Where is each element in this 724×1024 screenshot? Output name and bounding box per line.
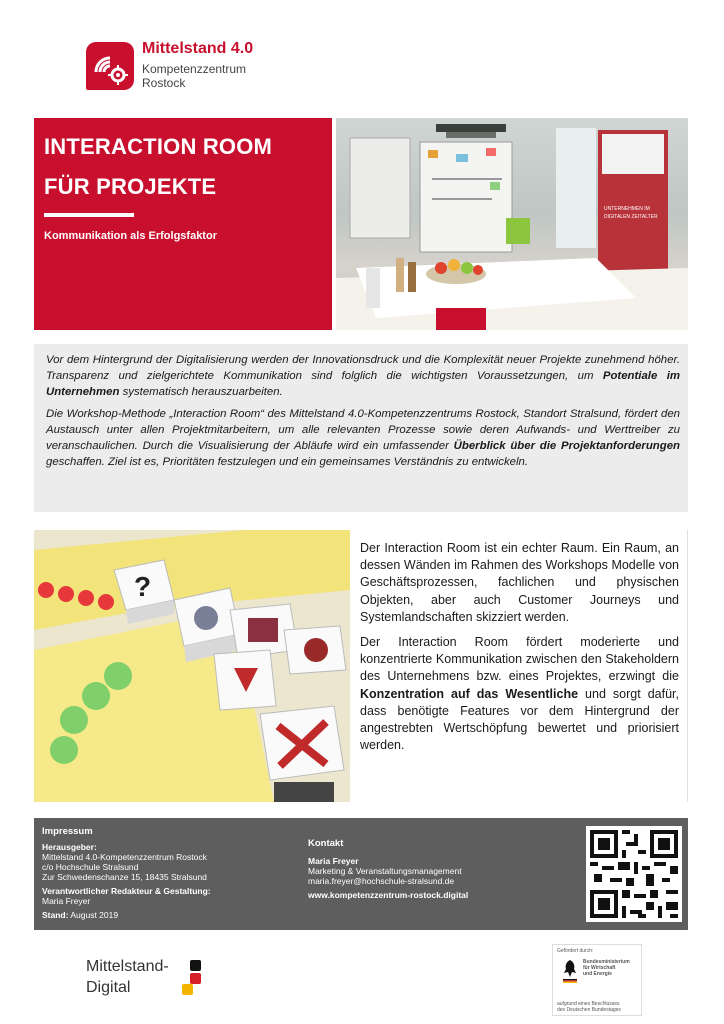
logo-subtitle-line2: Rostock <box>142 76 186 90</box>
svg-text:?: ? <box>134 571 152 602</box>
bmwi-ministry-line3: und Energie <box>583 971 612 977</box>
bmwi-bottom-line2: des Deutschen Bundestages <box>557 1007 621 1013</box>
intro-paragraph-2: Die Workshop-Methode „Interaction Room“ des Mittelstand 4.0-Kompetenzzentrums Rostock, Standort Stralsund, fördert den Austausch unter allen Projektmitarbeitern, um alle relevanten Prozesse sowie deren Aufwands- und Werttreiber zu veranschaulichen. Durch die Visualisierung der Abläufe wird ein umfassender Überblick über die Projektanforderungen geschaffen. Ziel ist es, Prioritäten festzulegen und ein gemeinsames Verständnis zu entwickeln. <box>46 408 681 468</box>
body-paragraph-1: Der Interaction Room ist ein echter Raum. Ein Raum, an dessen Wänden im Rahmen des Workshops Modelle von Geschäftsprozessen, fachlichen und physischen Objekten, aber auch Customer Journeys und Systemlandschaften skizziert werden. <box>360 541 679 624</box>
publisher-label: Herausgeber: <box>42 842 97 852</box>
editor-label: Verantwortlicher Redakteur & Gestaltung: <box>42 886 211 896</box>
md-color-squares-icon <box>182 960 206 998</box>
contact-heading: Kontakt <box>308 838 344 849</box>
qr-code[interactable] <box>586 826 682 922</box>
publisher-line3: Zur Schwedenschanze 15, 18435 Stralsund <box>42 872 207 882</box>
date-line: Stand: August 2019 <box>42 910 119 920</box>
impressum-heading: Impressum <box>42 826 93 837</box>
hero-title-line2: FÜR PROJEKTE <box>44 174 217 199</box>
contact-name: Maria Freyer <box>308 856 359 866</box>
hero-title-line1: INTERACTION ROOM <box>44 134 273 159</box>
editor-name: Maria Freyer <box>42 896 91 906</box>
mittelstand-logo-icon <box>86 42 134 90</box>
intro-text-box <box>34 344 688 512</box>
header-logo <box>86 40 286 92</box>
workshop-room-photo <box>336 118 688 330</box>
intro-paragraph-1: Vor dem Hintergrund der Digitalisierung werden der Innovationsdruck und die Komplexität neuer Projekte zunehmend höher. Transparenz und zielgerichtete Kommunikation sind folglich die wichtigsten Voraussetzungen, um Potentiale im Unternehmen systematisch herauszuarbeiten. <box>46 354 680 398</box>
contact-website-link[interactable]: www.kompetenzzentrum-rostock.digital <box>308 890 469 900</box>
footer-impressum <box>34 818 688 930</box>
hero-divider <box>44 213 134 217</box>
hero-subtitle: Kommunikation als Erfolgsfaktor <box>44 230 217 242</box>
body-paragraph-2: Der Interaction Room fördert moderierte und konzentrierte Kommunikation zwischen den Stakeholdern des Unternehmens bzw. eines Projektes, erzwingt die Konzentration auf das Wesentliche und sorgt dafür, dass benötigte Features vor dem Hintergrund der angestrebten Wertschöpfung bewertet und priorisiert werden. <box>360 635 679 753</box>
logo-subtitle-line1: Kompetenzzentrum <box>142 62 247 76</box>
publisher-line1: Mittelstand 4.0-Kompetenzzentrum Rostock <box>42 852 207 862</box>
banner-text-2: DIGITALEN ZEITALTER <box>604 214 658 220</box>
md-logo-line2: Digital <box>86 979 131 996</box>
bmwi-ministry-line2: für Wirtschaft <box>583 965 616 971</box>
federal-eagle-icon <box>563 957 577 983</box>
interaction-room-icons-photo <box>34 530 350 802</box>
publisher-line2: c/o Hochschule Stralsund <box>42 862 139 872</box>
mittelstand-digital-logo <box>86 958 226 1002</box>
bmwi-funded-by: Gefördert durch: <box>557 948 594 954</box>
bmwi-ministry-line1: Bundesministerium <box>583 959 630 965</box>
contact-email[interactable]: maria.freyer@hochschule-stralsund.de <box>308 876 455 886</box>
hero-title-block <box>34 118 332 330</box>
body-text-column <box>354 530 688 802</box>
md-logo-line1: Mittelstand- <box>86 958 169 975</box>
bmwi-bottom-line1: aufgrund eines Beschlusses <box>557 1001 620 1007</box>
contact-role: Marketing & Veranstaltungsmanagement <box>308 866 462 876</box>
bmwi-funding-logo <box>552 944 642 1016</box>
logo-title: Mittelstand 4.0 <box>142 40 254 57</box>
banner-text-1: UNTERNEHMEN IM <box>604 206 650 212</box>
